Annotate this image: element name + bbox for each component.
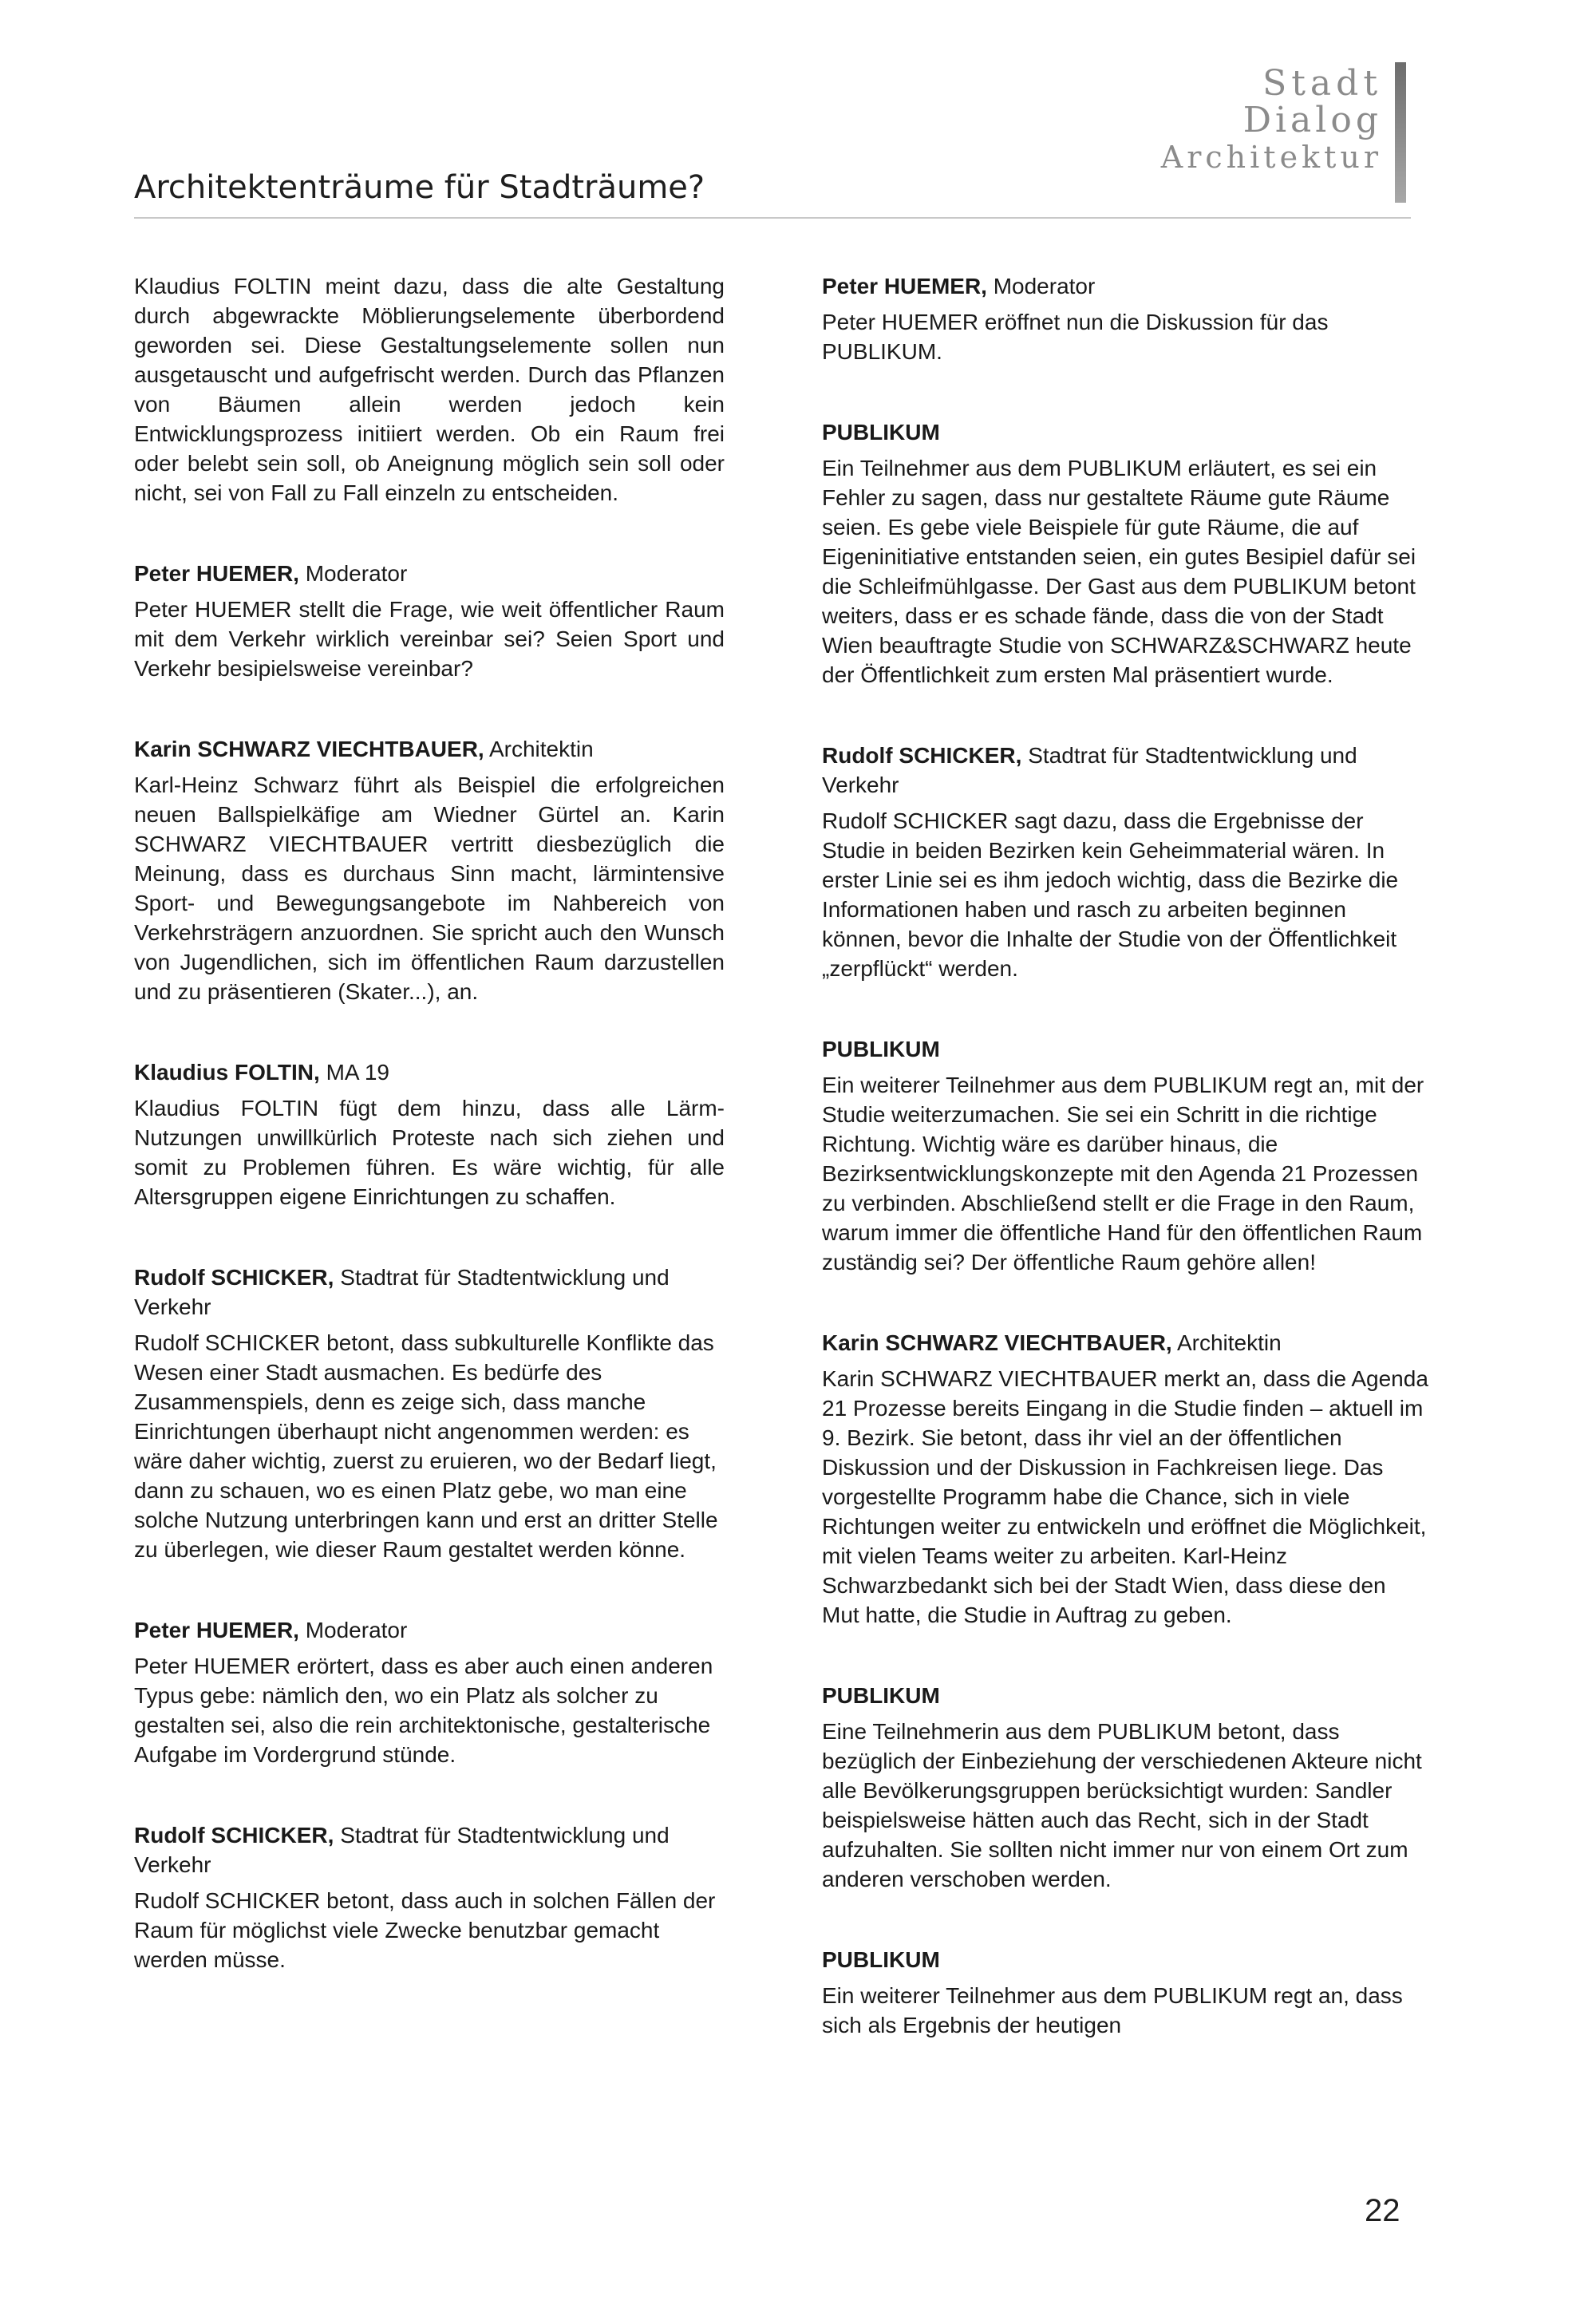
statement-text: Rudolf SCHICKER betont, dass auch in solchen Fällen der Raum für möglichst viele Zwecke benutzbar gemacht werden müsse. bbox=[134, 1888, 716, 1972]
speaker-name: Rudolf SCHICKER, bbox=[134, 1265, 334, 1290]
speaker-role: Moderator bbox=[298, 561, 408, 586]
statement-block bbox=[134, 1615, 725, 1769]
speaker-heading bbox=[134, 1615, 725, 1645]
speaker-heading bbox=[822, 741, 1428, 800]
speaker-heading bbox=[822, 1034, 1428, 1064]
statement-block bbox=[134, 559, 725, 683]
speaker-name: Rudolf SCHICKER, bbox=[134, 1823, 334, 1848]
statement-block bbox=[822, 1945, 1428, 2040]
speaker-heading bbox=[822, 1945, 1428, 1974]
statement-text: Klaudius FOLTIN meint dazu, dass die alte Gestaltung durch abgewrackte Möblierungselemente überbordend geworden sei. Diese Gestaltungselemente sollen nun ausgetauscht und aufgefrischt werden. Durch das Pflanzen von Bäumen allein werden jedoch kein Entwicklungsprozess initiiert werden. Ob ein Raum frei oder belebt sein soll, ob Aneignung möglich sein soll oder nicht, sei von Fall zu Fall einzeln zu entscheiden. bbox=[134, 274, 725, 505]
statement-block bbox=[822, 417, 1428, 690]
speaker-role: Architektin bbox=[1171, 1330, 1282, 1355]
left-column bbox=[134, 271, 725, 2026]
speaker-heading bbox=[134, 1820, 725, 1879]
statement-text: Klaudius FOLTIN fügt dem hinzu, dass alle Lärm-Nutzungen unwillkürlich Proteste nach sich ziehen und somit zu Problemen führen. Es wäre wichtig, für alle Altersgruppen eigene Einrichtungen zu schaffen. bbox=[134, 1096, 725, 1209]
speaker-role: Moderator bbox=[986, 274, 1096, 298]
header-divider bbox=[134, 217, 1411, 219]
speaker-role: Stadtrat für Stadtentwicklung und Verkehr bbox=[134, 1823, 670, 1877]
page-number: 22 bbox=[1365, 2193, 1400, 2228]
speaker-heading bbox=[822, 1328, 1428, 1358]
statement-text: Karl-Heinz Schwarz führt als Beispiel die erfolgreichen neuen Ballspielkäfige am Wiedner Gürtel an. Karin SCHWARZ VIECHTBAUER vertritt diesbezüglich die Meinung, dass es durchaus Sinn macht, lärmintensive Sport- und Bewegungsangebote im Nahbereich von Verkehrsträgern anzuordnen. Sie spricht auch den Wunsch von Jugendlichen, sich im öffentlichen Raum darzustellen und zu präsentieren (Skater...), an. bbox=[134, 773, 725, 1004]
statement-text: Ein weiterer Teilnehmer aus dem PUBLIKUM regt an, mit der Studie weiterzumachen. Sie sei ein Schritt in die richtige Richtung. Wichtig wäre es darüber hinaus, die Bezirksentwicklungskonzepte mit den Agenda 21 Prozessen zu verbinden. Abschließend stellt er die Frage in den Raum, warum immer die öffentliche Hand für den öffentlichen Raum zuständig sei? Der öffentliche Raum gehöre allen! bbox=[822, 1073, 1424, 1275]
speaker-role: MA 19 bbox=[319, 1060, 389, 1085]
statement-text: Peter HUEMER stellt die Frage, wie weit öffentlicher Raum mit dem Verkehr wirklich vereinbar sei? Seien Sport und Verkehr besipielsweise vereinbar? bbox=[134, 597, 725, 681]
statement-block bbox=[822, 1328, 1428, 1630]
statement-text: Peter HUEMER eröffnet nun die Diskussion für das PUBLIKUM. bbox=[822, 310, 1329, 364]
speaker-heading bbox=[822, 1681, 1428, 1710]
stadt-dialog-architektur-logo bbox=[1161, 65, 1382, 176]
statement-block bbox=[134, 734, 725, 1006]
statement-text: Rudolf SCHICKER sagt dazu, dass die Ergebnisse der Studie in beiden Bezirken kein Geheimmaterial wären. In erster Linie sei es ihm jedoch wichtig, dass die Bezirke die Informationen haben und rasch zu arbeiten beginnen können, bevor die Inhalte der Studie von der Öffentlichkeit „zerpflückt“ werden. bbox=[822, 808, 1399, 981]
speaker-role: Moderator bbox=[298, 1618, 408, 1642]
logo-line: Dialog bbox=[1242, 100, 1382, 140]
statement-text: Karin SCHWARZ VIECHTBAUER merkt an, dass die Agenda 21 Prozesse bereits Eingang in die Studie finden – aktuell im 9. Bezirk. Sie betont, dass ihr viel an der öffentlichen Diskussion und der Diskussion in Fachkreisen liege. Das vorgestellte Programm habe die Chance, sich in viele Richtungen weiter zu entwickeln und eröffnet die Möglichkeit, mit vielen Teams weiter zu arbeiten. Karl-Heinz Schwarzbedankt sich bei der Stadt Wien, dass diese den Mut hatte, die Studie in Auftrag zu geben. bbox=[822, 1366, 1428, 1627]
speaker-heading bbox=[822, 271, 1428, 301]
logo-line: Architektur bbox=[1160, 140, 1382, 175]
statement-text: Peter HUEMER erörtert, dass es aber auch einen anderen Typus gebe: nämlich den, wo ein Platz als solcher zu gestalten sei, also die rein architektonische, gestalterische Aufgabe im Vordergrund stünde. bbox=[134, 1654, 713, 1767]
speaker-name: Klaudius FOLTIN, bbox=[134, 1060, 320, 1085]
speaker-name: Peter HUEMER, bbox=[134, 1618, 299, 1642]
speaker-heading bbox=[134, 559, 725, 588]
statement-block bbox=[134, 1057, 725, 1211]
statement-block bbox=[822, 741, 1428, 983]
right-column bbox=[822, 271, 1428, 2091]
page-title: Architektenträume für Stadträume? bbox=[134, 169, 705, 206]
logo-bar bbox=[1395, 62, 1406, 203]
statement-text: Ein Teilnehmer aus dem PUBLIKUM erläutert, es sei ein Fehler zu sagen, dass nur gestaltete Räume gute Räume seien. Es gebe viele Beispiele für gute Räume, die auf Eigeninitiative entstanden seien, ein gutes Besipiel dafür sei die Schleifmühlgasse. Der Gast aus dem PUBLIKUM betont weiters, dass er es schade fände, dass die von der Stadt Wien beauftragte Studie von SCHWARZ&SCHWARZ heute der Öffentlichkeit zum ersten Mal präsentiert wurde. bbox=[822, 456, 1416, 687]
speaker-name: Peter HUEMER, bbox=[134, 561, 299, 586]
statement-block bbox=[134, 271, 725, 508]
speaker-name: PUBLIKUM bbox=[822, 1947, 940, 1972]
speaker-heading bbox=[822, 417, 1428, 447]
speaker-name: Karin SCHWARZ VIECHTBAUER, bbox=[822, 1330, 1172, 1355]
statement-block bbox=[134, 1263, 725, 1564]
speaker-role: Architektin bbox=[484, 737, 594, 761]
statement-block bbox=[822, 1681, 1428, 1894]
speaker-name: Karin SCHWARZ VIECHTBAUER, bbox=[134, 737, 484, 761]
statement-block bbox=[822, 1034, 1428, 1277]
speaker-name: Rudolf SCHICKER, bbox=[822, 743, 1022, 768]
logo-line: Stadt bbox=[1262, 63, 1382, 104]
speaker-name: PUBLIKUM bbox=[822, 1683, 940, 1708]
statement-text: Ein weiterer Teilnehmer aus dem PUBLIKUM regt an, dass sich als Ergebnis der heutigen bbox=[822, 1983, 1403, 2037]
speaker-heading bbox=[134, 1263, 725, 1322]
statement-block bbox=[822, 271, 1428, 366]
speaker-name: PUBLIKUM bbox=[822, 420, 940, 445]
speaker-heading bbox=[134, 734, 725, 764]
statement-text: Eine Teilnehmerin aus dem PUBLIKUM betont, dass bezüglich der Einbeziehung der verschiedenen Akteure nicht alle Bevölkerungsgruppen berücksichtigt wurden: Sandler beispielsweise hätten auch das Recht, sich in der Stadt aufzuhalten. Sie sollten nicht immer nur von einem Ort zum anderen verschoben werden. bbox=[822, 1719, 1422, 1891]
statement-block bbox=[134, 1820, 725, 1974]
statement-text: Rudolf SCHICKER betont, dass subkulturelle Konflikte das Wesen einer Stadt ausmachen. Es bedürfe des Zusammenspiels, denn es zeige sich, dass manche Einrichtungen überhaupt nicht angenommen werden: es wäre daher wichtig, zuerst zu eruieren, wo der Bedarf liegt, dann zu schauen, wo es einen Platz gebe, wo man eine solche Nutzung unterbringen kann und erst an dritter Stelle zu überlegen, wie dieser Raum gestaltet werden könne. bbox=[134, 1330, 718, 1562]
speaker-role: Stadtrat für Stadtentwicklung und Verkehr bbox=[822, 743, 1357, 797]
speaker-heading bbox=[134, 1057, 725, 1087]
speaker-name: Peter HUEMER, bbox=[822, 274, 987, 298]
speaker-role: Stadtrat für Stadtentwicklung und Verkehr bbox=[134, 1265, 670, 1319]
speaker-name: PUBLIKUM bbox=[822, 1037, 940, 1061]
